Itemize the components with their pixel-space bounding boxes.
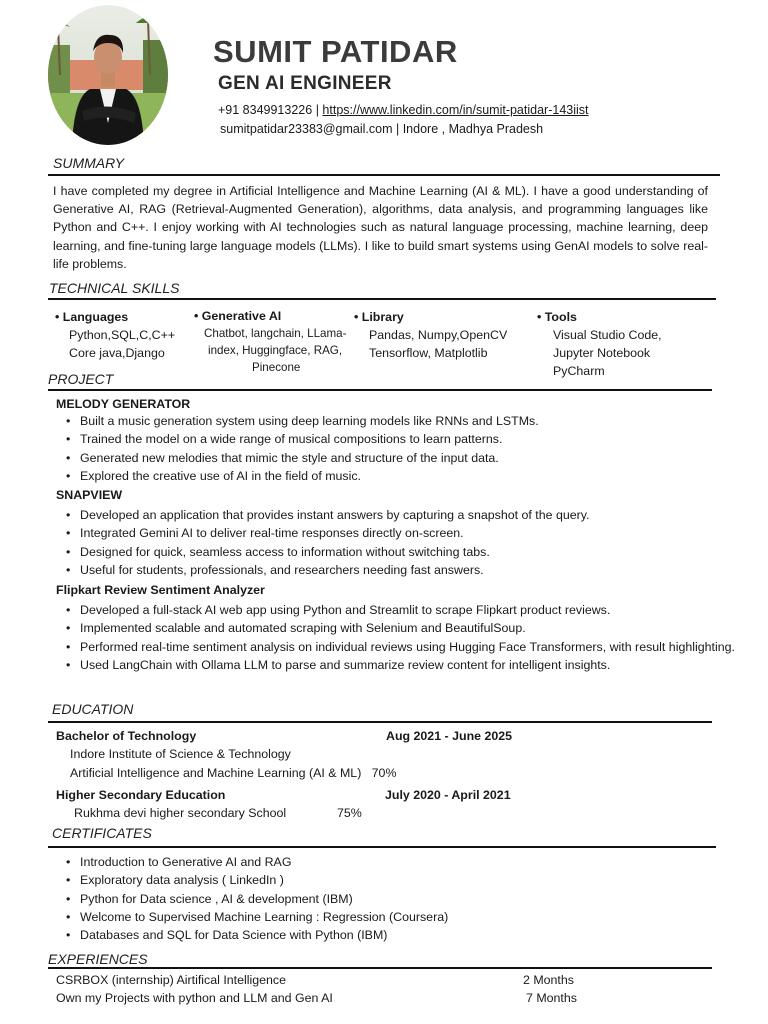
summary-heading: SUMMARY: [53, 155, 125, 171]
certificates-list: [62, 853, 712, 944]
project-title-snapview: SNAPVIEW: [56, 488, 123, 502]
project-title-melody: MELODY GENERATOR: [56, 397, 191, 411]
list-item: • Useful for students, professionals, and researchers needing fast answers.: [62, 561, 712, 579]
skill-item: Chatbot, langchain, LLama-: [204, 327, 347, 340]
skill-column-languages: [55, 308, 175, 362]
summary-text: I have completed my degree in Artificial Intelligence and Machine Learning (AI & ML). I have a good understanding of Generative AI, RAG (Retrieval-Augmented Generation), algorithms, data analysis, and programming languages like Python and C++. I enjoy working with AI technologies such as natural language processing, machine learning, deep learning, and fine-tuning large language models (LLMs). I like to build smart systems using GenAI models to solve real-life problems.: [53, 184, 708, 271]
contact-separator: |: [315, 103, 319, 117]
school-name: Rukhma devi higher secondary School: [74, 806, 287, 820]
project-bullets-melody: [62, 412, 712, 485]
list-item: • Generated new melodies that mimic the style and structure of the input data.: [62, 449, 712, 467]
skill-item: Tensorflow, Matplotlib: [369, 346, 488, 360]
experience-duration: 7 Months: [526, 991, 577, 1005]
skill-head-library: • Library: [354, 310, 404, 324]
skill-item: Pandas, Numpy,OpenCV: [369, 328, 508, 342]
linkedin-link[interactable]: https://www.linkedin.com/in/sumit-patidar-143iist: [322, 103, 589, 117]
project-title-flipkart: Flipkart Review Sentiment Analyzer: [56, 583, 265, 597]
list-item: • Built a music generation system using deep learning models like RNNs and LSTMs.: [62, 412, 712, 430]
skill-item: Jupyter Notebook: [553, 346, 651, 360]
certificates-divider: [48, 846, 716, 848]
certificate-item: • Exploratory data analysis ( LinkedIn ): [62, 871, 712, 889]
hs-name: Higher Secondary Education: [56, 788, 226, 802]
certificates-heading: CERTIFICATES: [52, 825, 152, 841]
candidate-name: SUMIT PATIDAR: [213, 34, 458, 69]
skill-column-tools: [537, 308, 662, 380]
technical-skills-heading: TECHNICAL SKILLS: [49, 280, 180, 296]
list-item: • Developed an application that provides instant answers by capturing a snapshot of the query.: [62, 506, 712, 524]
project-bullets-flipkart: [62, 601, 744, 674]
skill-head-tools: • Tools: [537, 310, 577, 324]
experience-title: Own my Projects with python and LLM and Gen AI: [56, 991, 333, 1005]
hs-dates: July 2020 - April 2021: [385, 788, 511, 802]
skill-head-genai: • Generative AI: [194, 309, 282, 323]
list-item: • Implemented scalable and automated scraping with Selenium and BeautifulSoup.: [62, 619, 744, 637]
list-item: • Explored the creative use of AI in the field of music.: [62, 467, 712, 485]
school-score: 75%: [337, 806, 362, 820]
list-item: • Used LangChain with Ollama LLM to parse and summarize review content for intelligent insights.: [62, 656, 744, 674]
job-title: GEN AI ENGINEER: [218, 73, 392, 94]
contact-line-1: [218, 103, 589, 117]
location: | Indore , Madhya Pradesh: [395, 122, 544, 136]
skill-column-library: [354, 308, 507, 362]
degree-name: Bachelor of Technology: [56, 729, 197, 743]
list-item: • Integrated Gemini AI to deliver real-time responses directly on-screen.: [62, 524, 712, 542]
list-item: • Designed for quick, seamless access to information without switching tabs.: [62, 543, 712, 561]
skill-item: Visual Studio Code,: [553, 328, 662, 342]
skill-column-genai: [194, 308, 346, 376]
skill-item: index, Huggingface, RAG,: [208, 344, 343, 357]
certificate-item: • Databases and SQL for Data Science with Python (IBM): [62, 926, 712, 944]
institute-name: Indore Institute of Science & Technology: [70, 747, 291, 761]
experiences-divider: [48, 967, 712, 969]
certificate-item: • Python for Data science , AI & development (IBM): [62, 890, 712, 908]
skills-divider: [48, 298, 716, 300]
project-heading: PROJECT: [48, 371, 114, 387]
experiences-heading: EXPERIENCES: [48, 951, 148, 967]
list-item: • Trained the model on a wide range of musical compositions to learn patterns.: [62, 430, 712, 448]
education-divider: [48, 721, 712, 723]
project-bullets-snapview: [62, 506, 712, 579]
skill-item: PyCharm: [553, 364, 605, 378]
experience-title: CSRBOX (internship) Airtifical Intelligence: [56, 973, 287, 987]
education-heading: EDUCATION: [52, 701, 134, 717]
phone-number: +91 8349913226: [218, 103, 313, 117]
profile-photo: [48, 5, 168, 145]
degree-dates: Aug 2021 - June 2025: [386, 729, 513, 743]
list-item: • Performed real-time sentiment analysis on individual reviews using Hugging Face Transformers, with result highlighting.: [62, 638, 744, 656]
certificate-item: • Welcome to Supervised Machine Learning : Regression (Coursera): [62, 908, 712, 926]
certificate-item: • Introduction to Generative AI and RAG: [62, 853, 712, 871]
experience-duration: 2 Months: [523, 973, 574, 987]
skill-head-languages: • Languages: [55, 310, 129, 324]
list-item: • Developed a full-stack AI web app using Python and Streamlit to scrape Flipkart product reviews.: [62, 601, 744, 619]
project-divider: [48, 389, 712, 391]
contact-line-2: [220, 122, 543, 136]
summary-divider: [48, 174, 720, 176]
email-address: sumitpatidar23383@gmail.com: [220, 122, 393, 136]
degree-branch: [70, 766, 396, 780]
branch-score: 70%: [371, 766, 397, 780]
skill-item: Python,SQL,C,C++: [69, 328, 176, 342]
branch-name: Artificial Intelligence and Machine Learning (AI & ML): [70, 766, 362, 780]
skill-item: Pinecone: [252, 361, 301, 374]
skill-item: Core java,Django: [69, 346, 165, 360]
